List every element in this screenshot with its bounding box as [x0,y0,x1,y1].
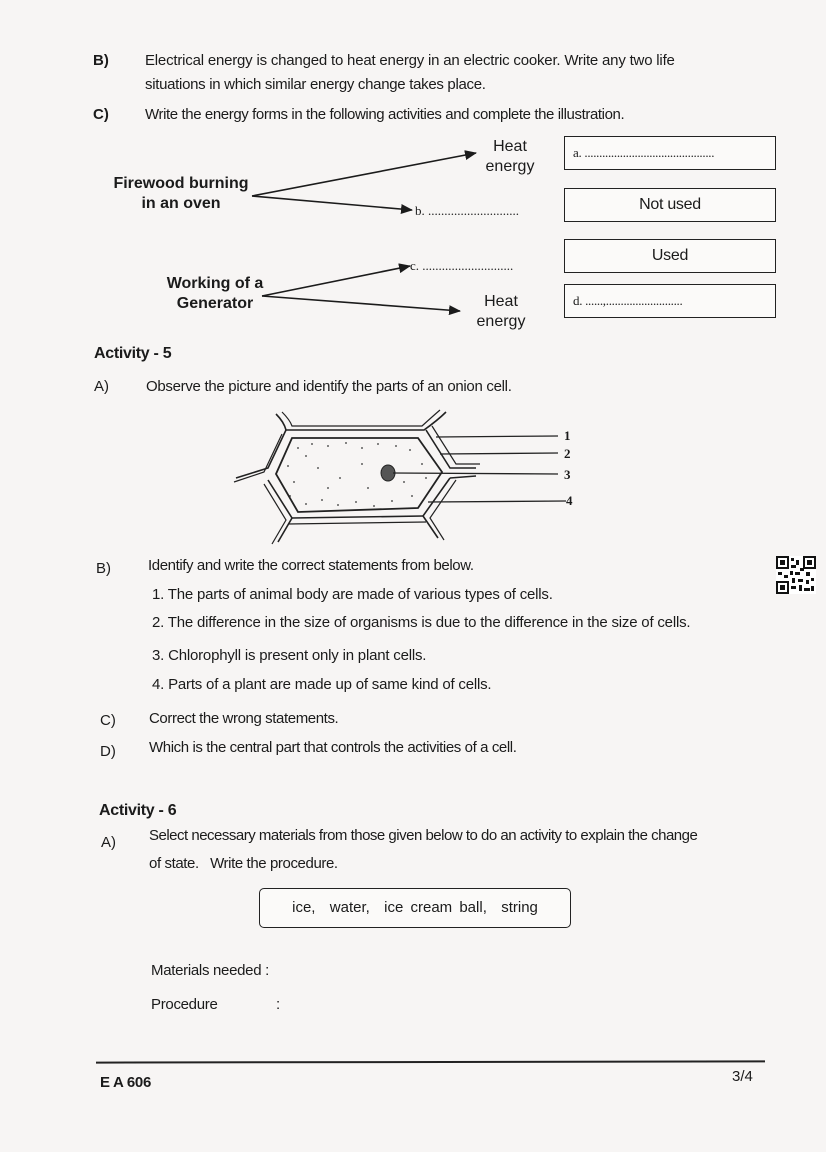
activity5-b-marker: B) [96,560,111,577]
statement-4: 4. Parts of a plant are made up of same kind of cells. [152,676,492,693]
footer-rule [96,1060,765,1063]
not-used-label: Not used [639,196,701,213]
materials-needed-label: Materials needed : [151,962,270,979]
answer-box-a[interactable] [564,136,776,170]
qr-code-icon [776,556,816,594]
cell-label-3: 3 [564,467,571,482]
box-not-used [564,188,776,222]
question-b-marker: B) [93,52,109,69]
page-number: 3/4 [732,1068,753,1085]
cell-label-1: 1 [564,428,571,443]
source-firewood-burning [106,174,256,214]
activity5-c-marker: C) [100,712,116,729]
box-used [564,239,776,273]
source2-line1: Working of a [166,275,264,292]
activity6-a-line2: of state. Write the procedure. [149,855,338,872]
blank-d: d. ......,.......................... [573,293,683,308]
source-working-of-generator [140,274,290,314]
heat-label: Heat [484,293,518,310]
cell-label-2: 2 [564,446,571,461]
blank-a: a. ............................................ [573,145,715,160]
activity5-a-text: Observe the picture and identify the parts of an onion cell. [146,378,512,395]
output-heat-energy-bottom [469,292,533,332]
question-b-line1: Electrical energy is changed to heat energy in an electric cooker. Write any two life [145,52,675,69]
exam-code: E A 606 [100,1074,151,1091]
blank-b[interactable]: b. ............................ [415,203,519,218]
procedure-label: Procedure [151,996,218,1013]
materials-box: ice, water, ice cream ball, string [259,888,571,928]
source2-line2: Generator [176,295,254,312]
activity6-a-marker: A) [101,834,116,851]
activity5-b-text: Identify and write the correct statements from below. [148,557,474,574]
question-c-text: Write the energy forms in the following activities and complete the illustration. [145,106,625,123]
statement-2: 2. The difference in the size of organisms is due to the difference in the size of cells. [152,614,691,631]
cell-label-4: 4 [566,493,573,508]
onion-cell-drawing [228,408,588,548]
statement-1: 1. The parts of animal body are made of various types of cells. [152,586,553,603]
heat-label: Heat [493,138,527,155]
question-b-line2: situations in which similar energy change takes place. [145,76,486,93]
energy-label: energy [485,158,535,175]
activity5-c-text: Correct the wrong statements. [149,710,339,727]
energy-label: energy [476,313,526,330]
activity-6-title: Activity - 6 [99,802,177,819]
activity5-a-marker: A) [94,378,109,395]
activity6-a-line1: Select necessary materials from those given below to do an activity to explain the change [149,827,698,844]
source1-line2: in an oven [141,195,221,212]
statement-3: 3. Chlorophyll is present only in plant cells. [152,647,427,664]
question-c-marker: C) [93,106,109,123]
blank-c[interactable]: c. ............................ [410,258,514,273]
answer-box-d[interactable] [564,284,776,318]
activity5-d-marker: D) [100,743,116,760]
activity5-d-text: Which is the central part that controls the activities of a cell. [149,739,517,756]
used-label: Used [651,247,689,264]
source1-line1: Firewood burning [113,175,249,192]
output-heat-energy-top [478,137,542,177]
activity-5-title: Activity - 5 [94,345,172,362]
procedure-colon: : [276,996,281,1013]
